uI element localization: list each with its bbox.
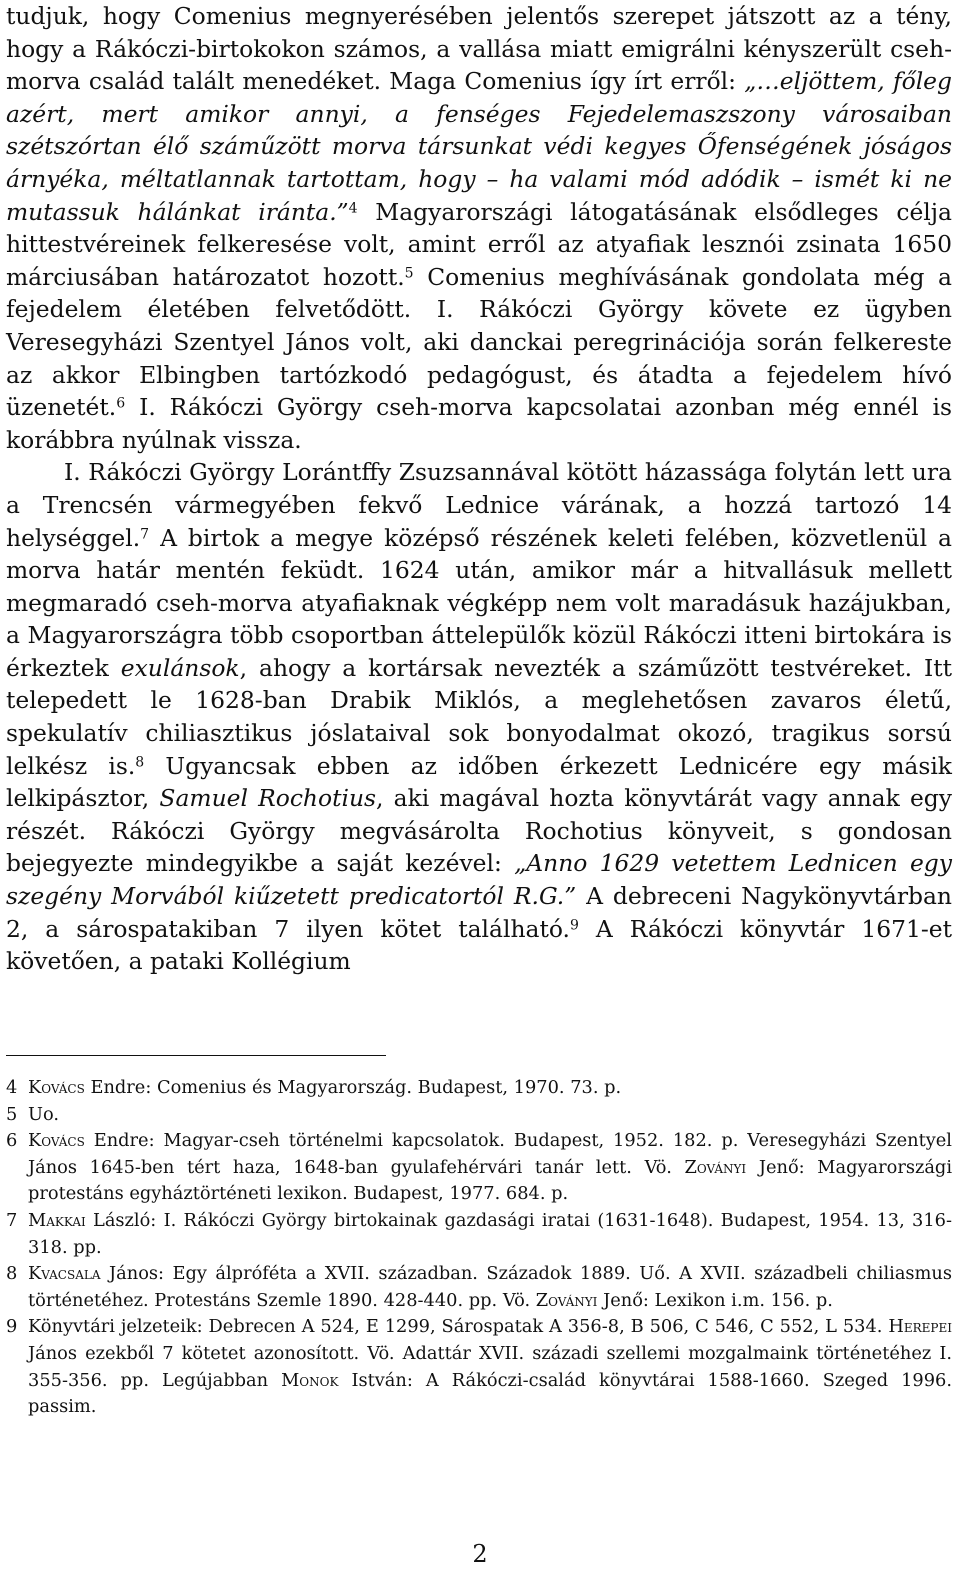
quotation: „…eljöttem, főleg azért, mert amikor annyi, a fenséges Fejedelemaszszony városaiban szétszórtan élő száműzött morva társunkat védi kegyes Őfenségének jóságos árnyéka, méltatlannak tartottam, hogy – ha valami mód adódik – ismét ki ne mutassuk hálánkat iránta.” — [6, 67, 952, 226]
footnote — [6, 1314, 952, 1420]
footnote-ref-9[interactable]: 9 — [569, 916, 579, 933]
author-name: Monok — [281, 1369, 339, 1391]
text-run: I. Rákóczi György cseh-morva kapcsolatai azonban még ennél is korábbra nyúlnak vissza. — [6, 393, 952, 454]
author-name: Zoványi — [535, 1289, 598, 1311]
text-run: , aki magával hozta könyvtárát vagy annak egy részét. Rákóczi György megvásárolta Rochotius könyveit, s gondosan bejegyezte mindegyikbe a saját kezével: — [6, 784, 952, 878]
footnote-number: 9 — [6, 1316, 18, 1338]
footnote-text: Uo. — [28, 1103, 60, 1125]
author-name: Zoványi — [684, 1156, 747, 1178]
text-run: A birtok a megye középső részének keleti felében, közvetlenül a morva határ mentén feküdt. 1624 után, amikor már a hitvallásuk mellett megmaradó cseh-morva atyafiaknak végképp nem volt maradásuk hazájukban, a Magyarországra több csoportban áttelepülők közül Rákóczi itteni birtokára is érkeztek — [6, 523, 952, 682]
footnote-text: Jenő: Lexikon i.m. 156. p. — [597, 1289, 833, 1311]
footnote-number: 5 — [6, 1103, 18, 1125]
footnote-text: Jenő: Magyarországi protestáns egyháztörténeti lexikon. Budapest, 1977. 684. p. — [28, 1156, 953, 1205]
text-run: Comenius meghívásának gondolata még a fejedelem életében felvetődött. I. Rákóczi György követe ez ügyben Veresegyházi Szentyel János volt, aki danckai peregrinációja során felkereste az akkor Elbingben tartózkodó pedagógust, és átadta a fejedelem hívó üzenetét. — [6, 262, 953, 422]
footnote-ref-7[interactable]: 7 — [140, 525, 150, 542]
footnote-text: Könyvtári jelzeteik: Debrecen A 524, E 1299, Sárospatak A 356-8, B 506, C 546, C 552, L 534. — [28, 1316, 889, 1338]
text-run: Ugyancsak ebben az időben érkezett Lednicére egy másik lelkipásztor, — [6, 751, 952, 813]
footnote-ref-6[interactable]: 6 — [116, 395, 126, 412]
footnote — [6, 1261, 952, 1314]
footnote-number: 8 — [6, 1263, 18, 1285]
footnote-ref-8[interactable]: 8 — [135, 753, 145, 770]
text-run: , ahogy a kortársak nevezték a száműzött testvéreket. Itt telepedett le 1628-ban Drabik Miklós, a meglehetősen zavaros életű, spekulatív chiliasztikus jóslataival sok bonyodalmat okozó, tragikus sorsú lelkész is. — [6, 653, 953, 780]
text-run: I. Rákóczi György Lorántffy Zsuzsannával kötött házassága folytán lett ura a Trencsén vármegyében fekvő Lednice várának, a hozzá tartozó 14 helységgel. — [6, 458, 952, 552]
footnote — [6, 1075, 952, 1102]
text-run: A debreceni Nagykönyvtárban 2, a sárospatakiban 7 ilyen kötet található. — [6, 882, 952, 943]
footnote-number: 6 — [6, 1130, 18, 1152]
footnote-text: János ezekből 7 kötetet azonosított. Vö. Adattár XVII. századi szellemi mozgalmaink történetéhez I. 355-356. pp. Legújabban — [28, 1342, 952, 1391]
emphasis: Samuel Rochotius — [159, 784, 377, 813]
author-name: Makkai — [28, 1209, 86, 1231]
footnote-text: Endre: Magyar-cseh történelmi kapcsolatok. Budapest, 1952. 182. p. Veresegyházi Szentyel János 1645-ben tért haza, 1648-ban gyulafehérvári tanár lett. Vö. — [28, 1130, 952, 1178]
footnote-separator — [6, 1055, 386, 1056]
footnote-text: Endre: Comenius és Magyarország. Budapest, 1970. 73. p. — [84, 1077, 622, 1098]
footnote — [6, 1208, 952, 1261]
footnote-text: János: Egy álpróféta a XVII. században. Századok 1889. Uő. A XVII. századbeli chiliasmus történetéhez. Protestáns Szemle 1890. 428-440. pp. Vö. — [28, 1263, 952, 1311]
author-name: Herepei — [888, 1316, 952, 1338]
footnote — [6, 1128, 952, 1208]
main-text — [6, 0, 952, 978]
page-number: 2 — [472, 1540, 488, 1568]
footnote-number: 7 — [6, 1209, 18, 1231]
footnotes — [6, 1075, 952, 1421]
text-run: A Rákóczi könyvtár 1671-et követően, a pataki Kollégium — [6, 914, 952, 976]
document-page — [6, 0, 953, 1418]
quotation: „Anno 1629 vetettem Lednicen egy szegény Morvából kiűzetett predicatortól R.G.” — [6, 849, 952, 911]
footnote-number: 4 — [6, 1077, 18, 1098]
text-run: Magyarországi látogatásának elsődleges célja hittestvéreinek felkeresése volt, amint erről az atyafiak lesznói zsinata 1650 márciusában határozatot hozott. — [6, 197, 952, 291]
emphasis: exulánsok — [120, 653, 240, 682]
author-name: Kovács — [28, 1077, 85, 1098]
paragraph — [6, 456, 952, 978]
footnote-ref-5[interactable]: 5 — [404, 265, 414, 282]
text-run: tudjuk, hogy Comenius megnyerésében jelentős szerepet játszott az a tény, hogy a Rákóczi-birtokokon számos, a vallása miatt emigrálni kényszerült cseh-morva család talált menedéket. Maga Comenius így írt erről: — [6, 2, 952, 96]
footnote-text: István: A Rákóczi-család könyvtárai 1588-1660. Szeged 1996. passim. — [28, 1369, 952, 1418]
author-name: Kovács — [28, 1130, 85, 1152]
paragraph — [6, 0, 952, 456]
author-name: Kvacsala — [28, 1263, 101, 1285]
footnote-text: László: I. Rákóczi György birtokainak gazdasági iratai (1631-1648). Budapest, 1954. 13, 316-318. pp. — [28, 1209, 952, 1258]
footnote — [6, 1102, 952, 1129]
footnote-ref-4[interactable]: 4 — [348, 199, 358, 216]
